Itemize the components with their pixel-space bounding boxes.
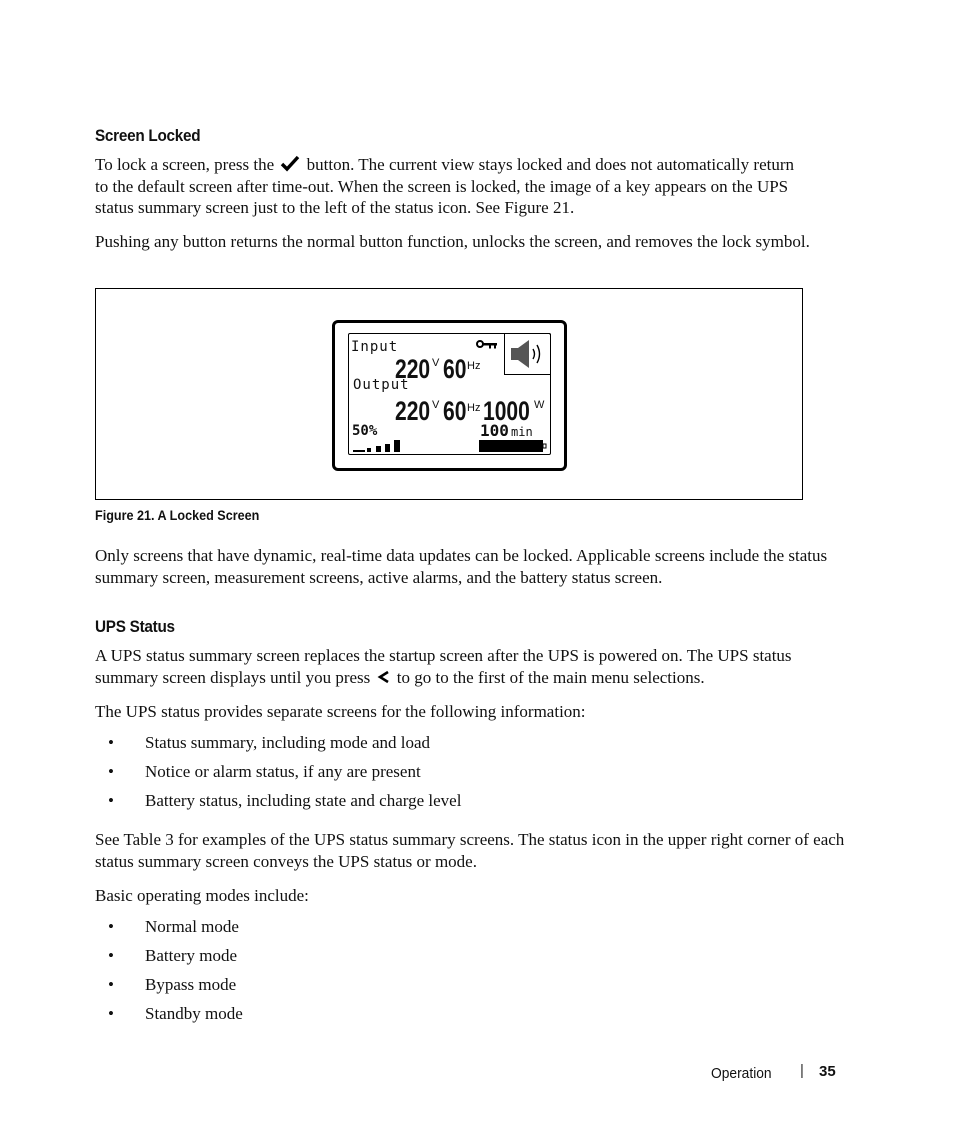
list-item [108,761,708,782]
battery-icon [479,440,547,452]
output-power-value: 1000 [483,396,530,426]
paragraph-text: To lock a screen, press the [95,155,275,174]
bullet-icon: • [108,946,114,965]
bullet-icon: • [108,917,114,936]
paragraph-text: status summary screen just to the left of the status icon. See Figure 21. [95,198,575,217]
runtime-value: 100 [480,421,509,440]
list-item [108,945,508,966]
list-item-text: Battery status, including state and charge level [145,791,462,810]
input-frequency-unit: Hz [467,360,481,372]
output-power-unit: W [534,399,545,411]
paragraph-text: to go to the first of the main menu selections. [396,667,705,687]
list-item-text: Notice or alarm status, if any are present [145,762,421,781]
paragraph-separate-screens: The UPS status provides separate screens for the following information: [95,702,586,721]
output-voltage-value: 220 [395,396,431,426]
checkmark-icon [280,155,300,172]
list-item-text: Normal mode [145,917,239,936]
key-lock-icon [476,340,498,350]
output-frequency-unit: Hz [467,402,481,414]
paragraph-unlock: Pushing any button returns the normal button function, unlocks the screen, and removes the lock symbol. [95,232,810,251]
bullet-icon: • [108,975,114,994]
paragraph-lockable-screens: Only screens that have dynamic, real-time data updates can be locked. Applicable screens include the status summary screen, measurement screens, active alarms, and the battery status screen. [95,546,828,587]
section-heading-screen-locked: Screen Locked [95,126,201,145]
runtime-unit: min [511,425,533,439]
bullet-icon: • [108,1004,114,1023]
figure-caption: Figure 21. A Locked Screen [95,507,260,523]
input-frequency-value: 60 [443,354,467,384]
page-number: 35 [819,1063,836,1080]
list-item [108,732,708,753]
bullet-icon: • [108,791,114,810]
output-label: Output [353,377,410,393]
list-item-text: Status summary, including mode and load [145,733,431,752]
left-arrow-icon [377,670,391,684]
list-item-text: Standby mode [145,1004,243,1023]
load-bar-graph [353,438,403,452]
lcd-display [332,320,567,471]
list-item [108,916,508,937]
bullet-icon: • [108,733,114,752]
list-item [108,1003,508,1024]
footer-separator: | [800,1062,804,1079]
paragraph-text: button. The current view stays locked and does not automatically return [306,155,794,174]
lcd-screen [348,333,551,455]
paragraph-operating-modes: Basic operating modes include: [95,886,309,905]
section-heading-ups-status: UPS Status [95,617,175,636]
output-voltage-unit: V [432,399,440,411]
input-voltage-unit: V [432,357,440,369]
list-item [108,974,508,995]
paragraph-text: to the default screen after time-out. When the screen is locked, the image of a key appears on the UPS [95,176,789,196]
paragraph-table-reference: See Table 3 for examples of the UPS status summary screens. The status icon in the upper right corner of each status summary screen conveys the UPS status or mode. [95,830,845,871]
bullet-icon: • [108,762,114,781]
load-percent: 50% [352,423,378,439]
list-item-text: Battery mode [145,946,238,965]
list-item-text: Bypass mode [145,975,237,994]
speaker-icon [505,334,550,374]
input-voltage-value: 220 [395,354,431,384]
list-item [108,790,708,811]
paragraph-text: summary screen displays until you press [95,667,371,687]
paragraph-status-summary [95,645,847,688]
paragraph-text: A UPS status summary screen replaces the startup screen after the UPS is powered on. The UPS status [95,646,792,665]
input-label: Input [351,339,399,355]
footer-section-name: Operation [711,1065,772,1082]
output-frequency-value: 60 [443,396,467,426]
paragraph-lock-instructions [95,154,847,219]
status-icon-box [504,333,551,375]
